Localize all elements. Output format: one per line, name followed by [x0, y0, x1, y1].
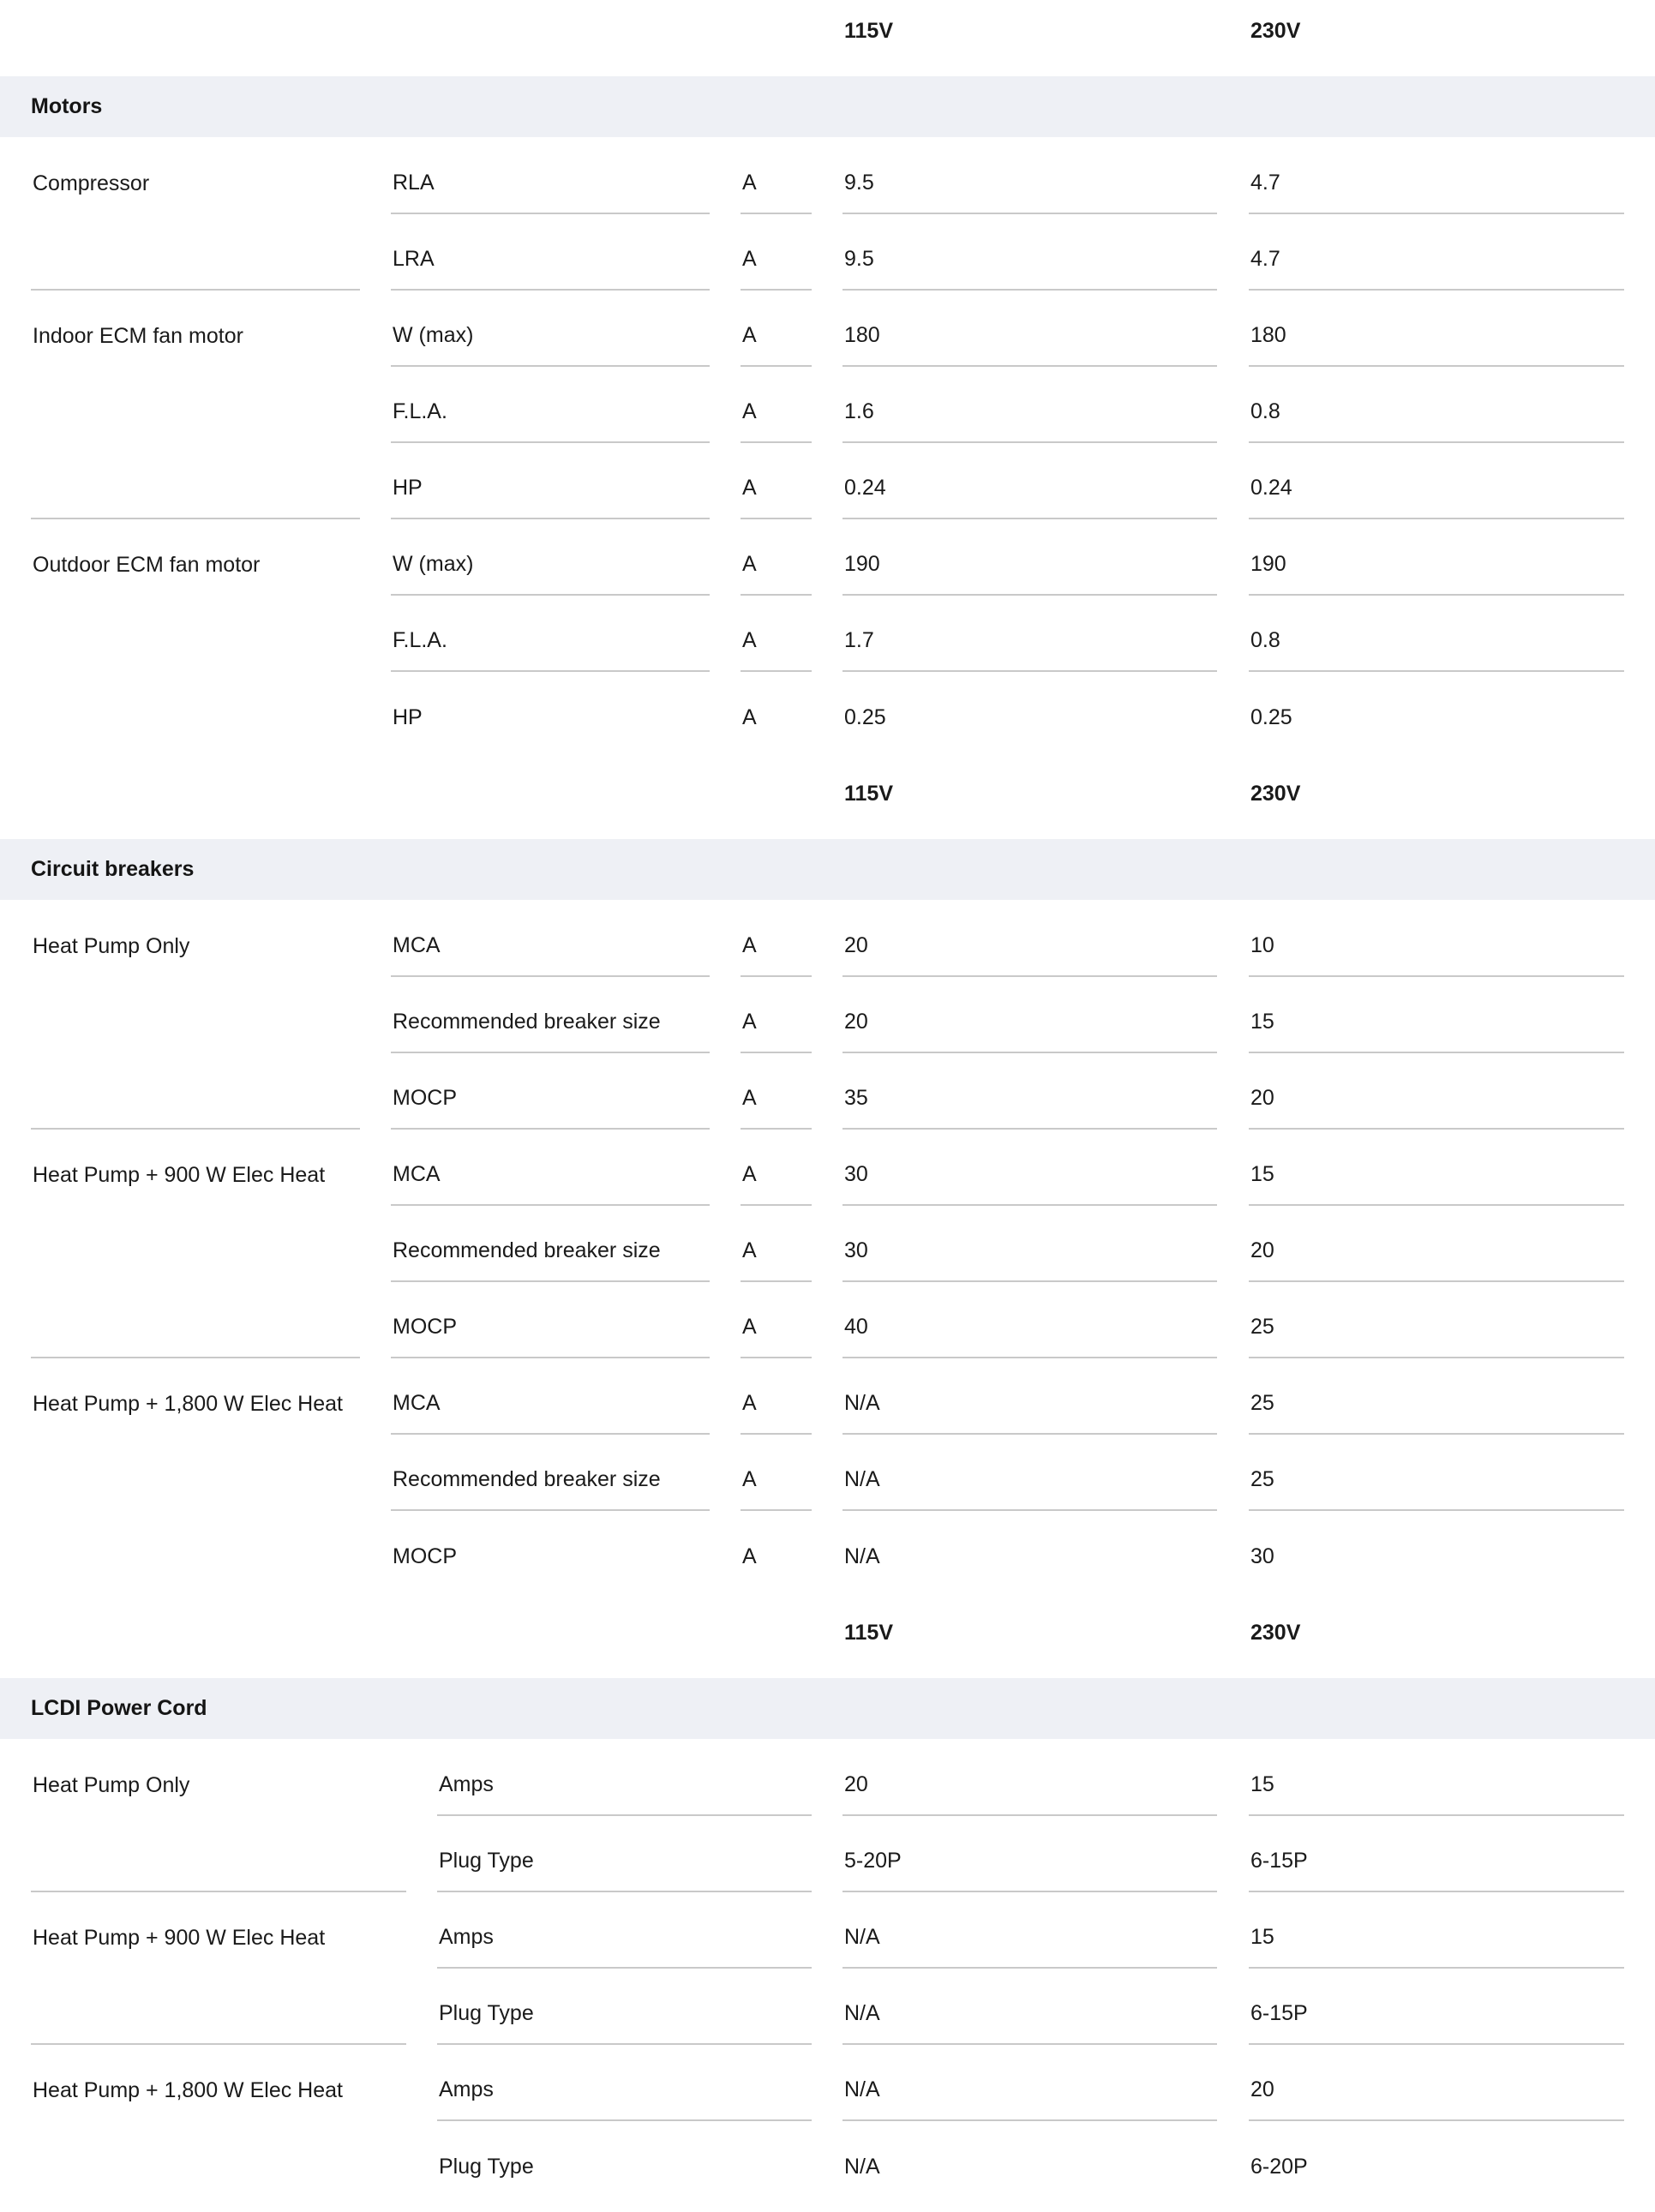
table-row — [0, 1068, 1655, 1144]
value-115v: 20 — [842, 1754, 1217, 1816]
value-115v: 40 — [842, 1297, 1217, 1358]
row-parameter: LRA — [391, 229, 710, 291]
table-row — [0, 458, 1655, 534]
value-230v: 6-20P — [1250, 2154, 1308, 2179]
table-row — [0, 610, 1655, 686]
value-115v: 1.6 — [842, 381, 1217, 443]
row-parameter: RLA — [391, 153, 710, 214]
row-group-label: Heat Pump Only — [33, 933, 190, 958]
row-group-label: Indoor ECM fan motor — [33, 323, 243, 348]
value-115v: 0.24 — [842, 458, 1217, 519]
row-unit: A — [742, 704, 757, 729]
value-115v: 190 — [842, 534, 1217, 596]
table-row — [0, 305, 1655, 381]
value-230v: 190 — [1249, 534, 1624, 596]
value-230v: 0.8 — [1249, 381, 1624, 443]
table-row — [0, 2059, 1655, 2136]
value-230v: 15 — [1249, 992, 1624, 1053]
value-230v: 10 — [1249, 915, 1624, 977]
row-parameter: MCA — [391, 915, 710, 977]
value-230v: 15 — [1249, 1754, 1624, 1816]
value-230v: 0.8 — [1249, 610, 1624, 672]
voltage-header-row — [0, 1602, 1655, 1678]
table-row — [0, 153, 1655, 229]
value-115v: N/A — [842, 2059, 1217, 2121]
value-230v: 6-15P — [1249, 1983, 1624, 2045]
row-parameter: Amps — [437, 1907, 812, 1969]
value-115v: N/A — [844, 1544, 880, 1568]
value-115v: N/A — [842, 1907, 1217, 1969]
value-115v: 0.25 — [844, 704, 886, 729]
voltage-115-header: 115V — [844, 1620, 894, 1645]
value-115v: 35 — [842, 1068, 1217, 1130]
row-group-label — [31, 381, 360, 443]
row-parameter: Recommended breaker size — [391, 992, 710, 1053]
table-row — [0, 915, 1655, 992]
row-unit: A — [741, 1297, 812, 1358]
section-title: Motors — [0, 76, 1655, 137]
row-unit: A — [741, 1068, 812, 1130]
row-parameter: HP — [393, 704, 423, 729]
row-group-label — [31, 1831, 406, 1892]
row-group-label: Heat Pump + 1,800 W Elec Heat — [33, 2077, 343, 2102]
row-unit: A — [741, 381, 812, 443]
row-unit: A — [741, 534, 812, 596]
row-group-label — [31, 686, 360, 748]
row-group-label — [31, 1526, 360, 1587]
row-parameter: Amps — [437, 2059, 812, 2121]
row-group-label — [31, 1449, 360, 1511]
value-230v: 15 — [1249, 1144, 1624, 1206]
table-row — [0, 1220, 1655, 1297]
value-230v: 0.25 — [1250, 704, 1292, 729]
row-unit: A — [741, 458, 812, 519]
row-unit: A — [741, 610, 812, 672]
value-115v: 20 — [842, 992, 1217, 1053]
table-row — [0, 1831, 1655, 1907]
row-group-label — [31, 1297, 360, 1358]
value-115v: 5-20P — [842, 1831, 1217, 1892]
row-group-label: Compressor — [33, 171, 150, 195]
table-row — [0, 1144, 1655, 1220]
row-parameter: F.L.A. — [391, 381, 710, 443]
voltage-230-header: 230V — [1250, 18, 1301, 43]
table-row — [0, 1907, 1655, 1983]
table-row — [0, 1754, 1655, 1831]
voltage-header-row — [0, 763, 1655, 839]
value-230v: 20 — [1249, 2059, 1624, 2121]
row-unit: A — [741, 1373, 812, 1435]
row-group-label — [31, 229, 360, 291]
table-row — [0, 686, 1655, 763]
value-230v: 20 — [1249, 1220, 1624, 1282]
row-group-label — [31, 1983, 406, 2045]
row-parameter: W (max) — [391, 305, 710, 367]
row-unit: A — [741, 1449, 812, 1511]
row-parameter: Recommended breaker size — [391, 1449, 710, 1511]
row-group-label — [31, 992, 360, 1053]
row-parameter: Plug Type — [437, 1983, 812, 2045]
table-row — [0, 992, 1655, 1068]
value-230v: 25 — [1249, 1373, 1624, 1435]
value-230v: 180 — [1249, 305, 1624, 367]
voltage-115-header: 115V — [844, 18, 894, 43]
row-parameter: Plug Type — [439, 2154, 534, 2179]
value-230v: 25 — [1249, 1449, 1624, 1511]
row-group-label — [31, 1220, 360, 1282]
row-parameter: MOCP — [393, 1544, 457, 1568]
row-group-label — [31, 610, 360, 672]
value-115v: N/A — [842, 1983, 1217, 2045]
row-parameter: HP — [391, 458, 710, 519]
row-unit: A — [742, 1544, 757, 1568]
section-title: LCDI Power Cord — [0, 1678, 1655, 1739]
row-parameter: Amps — [437, 1754, 812, 1816]
table-row — [0, 229, 1655, 305]
table-row — [0, 534, 1655, 610]
row-unit: A — [741, 1220, 812, 1282]
row-group-label: Heat Pump + 900 W Elec Heat — [33, 1162, 326, 1187]
row-parameter: F.L.A. — [391, 610, 710, 672]
table-row — [0, 1526, 1655, 1602]
value-115v: 30 — [842, 1220, 1217, 1282]
value-115v: 1.7 — [842, 610, 1217, 672]
row-unit: A — [741, 915, 812, 977]
value-230v: 30 — [1250, 1544, 1274, 1568]
row-parameter: W (max) — [391, 534, 710, 596]
voltage-header-row — [0, 0, 1655, 76]
row-unit: A — [741, 992, 812, 1053]
row-unit: A — [741, 1144, 812, 1206]
row-group-label — [31, 2136, 406, 2197]
value-115v: 20 — [842, 915, 1217, 977]
value-230v: 15 — [1249, 1907, 1624, 1969]
value-230v: 6-15P — [1249, 1831, 1624, 1892]
value-115v: N/A — [842, 1449, 1217, 1511]
value-115v: N/A — [844, 2154, 880, 2179]
value-230v: 4.7 — [1249, 229, 1624, 291]
row-unit: A — [741, 229, 812, 291]
row-group-label: Heat Pump Only — [33, 1772, 190, 1797]
row-parameter: MOCP — [391, 1297, 710, 1358]
value-230v: 20 — [1249, 1068, 1624, 1130]
row-parameter: MCA — [391, 1144, 710, 1206]
table-row — [0, 381, 1655, 458]
value-230v: 25 — [1249, 1297, 1624, 1358]
row-group-label — [31, 1068, 360, 1130]
value-230v: 0.24 — [1249, 458, 1624, 519]
row-group-label: Heat Pump + 900 W Elec Heat — [33, 1925, 326, 1950]
table-row — [0, 1373, 1655, 1449]
row-unit: A — [741, 305, 812, 367]
value-115v: 9.5 — [842, 153, 1217, 214]
value-230v: 4.7 — [1249, 153, 1624, 214]
value-115v: 30 — [842, 1144, 1217, 1206]
row-parameter: MCA — [391, 1373, 710, 1435]
voltage-230-header: 230V — [1250, 1620, 1301, 1645]
voltage-230-header: 230V — [1250, 781, 1301, 806]
row-group-label: Heat Pump + 1,800 W Elec Heat — [33, 1391, 343, 1416]
table-row — [0, 1449, 1655, 1526]
table-row — [0, 2136, 1655, 2212]
voltage-115-header: 115V — [844, 781, 894, 806]
row-unit: A — [741, 153, 812, 214]
row-parameter: Recommended breaker size — [391, 1220, 710, 1282]
value-115v: 9.5 — [842, 229, 1217, 291]
row-parameter: MOCP — [391, 1068, 710, 1130]
value-115v: N/A — [842, 1373, 1217, 1435]
row-parameter: Plug Type — [437, 1831, 812, 1892]
row-group-label: Outdoor ECM fan motor — [33, 552, 261, 577]
table-row — [0, 1983, 1655, 2059]
table-row — [0, 1297, 1655, 1373]
row-group-label — [31, 458, 360, 519]
value-115v: 180 — [842, 305, 1217, 367]
section-title: Circuit breakers — [0, 839, 1655, 900]
